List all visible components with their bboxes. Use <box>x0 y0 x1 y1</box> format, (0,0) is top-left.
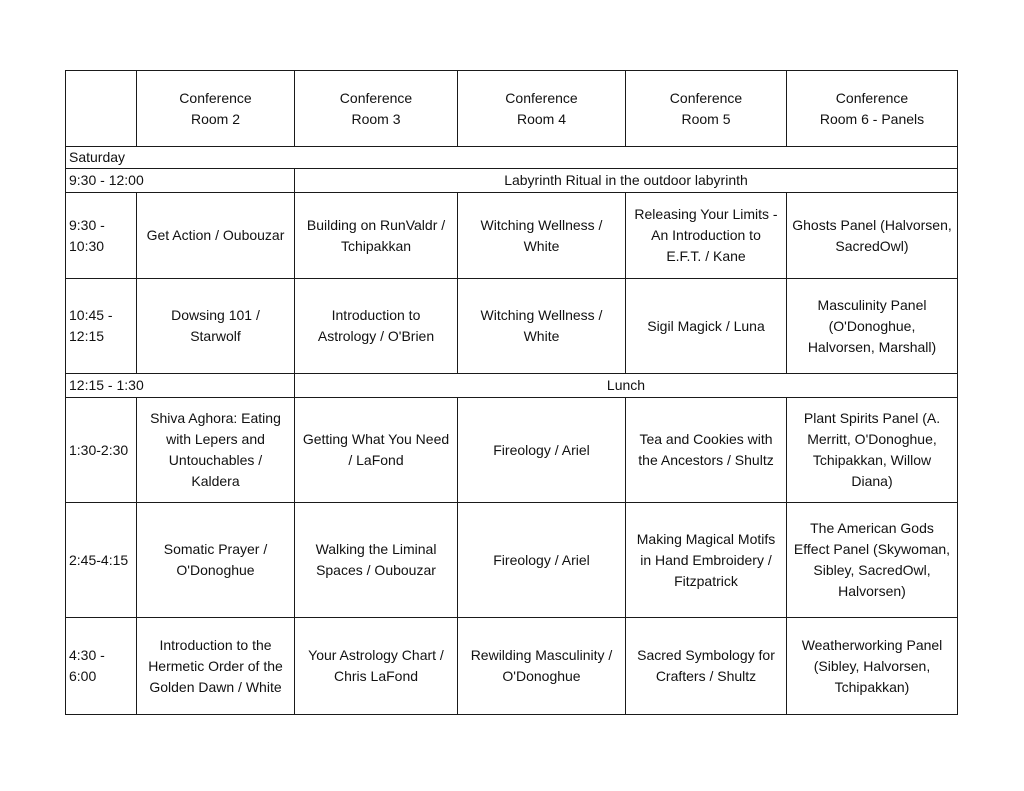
day-filler <box>295 147 958 169</box>
session-cell: Introduction to the Hermetic Order of the Golden Dawn / White <box>137 618 295 715</box>
session-cell: Introduction to Astrology / O'Brien <box>295 279 458 374</box>
session-row <box>66 503 958 618</box>
session-row <box>66 398 958 503</box>
time-cell: 12:15 - 1:30 <box>66 374 295 398</box>
time-cell: 4:30 - 6:00 <box>66 618 137 715</box>
day-label: Saturday <box>66 147 295 169</box>
session-row <box>66 618 958 715</box>
schedule-table <box>65 70 958 715</box>
session-cell: Sacred Symbology for Crafters / Shultz <box>626 618 787 715</box>
time-cell: 10:45 - 12:15 <box>66 279 137 374</box>
session-cell: Dowsing 101 / Starwolf <box>137 279 295 374</box>
session-cell: Ghosts Panel (Halvorsen, SacredOwl) <box>787 193 958 279</box>
lunch-row <box>66 374 958 398</box>
session-cell: Getting What You Need / LaFond <box>295 398 458 503</box>
session-cell: Releasing Your Limits - An Introduction to E.F.T. / Kane <box>626 193 787 279</box>
session-cell: Rewilding Masculinity / O'Donoghue <box>458 618 626 715</box>
session-cell: Masculinity Panel (O'Donoghue, Halvorsen, Marshall) <box>787 279 958 374</box>
session-cell: Somatic Prayer / O'Donoghue <box>137 503 295 618</box>
corner-cell <box>66 71 137 147</box>
session-row <box>66 279 958 374</box>
room-header: Conference Room 6 - Panels <box>787 71 958 147</box>
session-cell: Fireology / Ariel <box>458 398 626 503</box>
session-cell: Making Magical Motifs in Hand Embroidery / Fitzpatrick <box>626 503 787 618</box>
session-cell: Fireology / Ariel <box>458 503 626 618</box>
time-cell: 9:30 - 12:00 <box>66 169 295 193</box>
room-header: Conference Room 4 <box>458 71 626 147</box>
session-cell: Building on RunValdr / Tchipakkan <box>295 193 458 279</box>
time-cell: 9:30 - 10:30 <box>66 193 137 279</box>
day-row <box>66 147 958 169</box>
session-cell: Witching Wellness / White <box>458 279 626 374</box>
ritual-cell: Labyrinth Ritual in the outdoor labyrinth <box>295 169 958 193</box>
lunch-cell: Lunch <box>295 374 958 398</box>
ritual-row <box>66 169 958 193</box>
session-cell: Witching Wellness / White <box>458 193 626 279</box>
session-cell: The American Gods Effect Panel (Skywoman, Sibley, SacredOwl, Halvorsen) <box>787 503 958 618</box>
room-header: Conference Room 2 <box>137 71 295 147</box>
room-header: Conference Room 3 <box>295 71 458 147</box>
session-cell: Shiva Aghora: Eating with Lepers and Untouchables / Kaldera <box>137 398 295 503</box>
time-cell: 1:30-2:30 <box>66 398 137 503</box>
session-cell: Sigil Magick / Luna <box>626 279 787 374</box>
session-cell: Your Astrology Chart / Chris LaFond <box>295 618 458 715</box>
header-row <box>66 71 958 147</box>
session-cell: Plant Spirits Panel (A. Merritt, O'Donoghue, Tchipakkan, Willow Diana) <box>787 398 958 503</box>
time-cell: 2:45-4:15 <box>66 503 137 618</box>
session-cell: Tea and Cookies with the Ancestors / Shultz <box>626 398 787 503</box>
session-cell: Walking the Liminal Spaces / Oubouzar <box>295 503 458 618</box>
session-cell: Get Action / Oubouzar <box>137 193 295 279</box>
room-header: Conference Room 5 <box>626 71 787 147</box>
session-cell: Weatherworking Panel (Sibley, Halvorsen, Tchipakkan) <box>787 618 958 715</box>
session-row <box>66 193 958 279</box>
